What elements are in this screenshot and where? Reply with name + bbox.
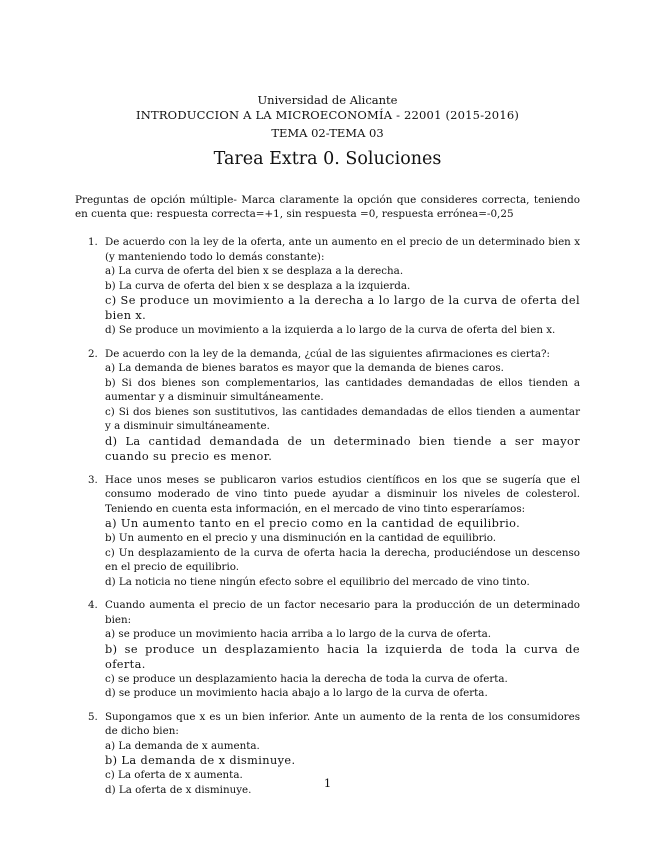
option-b: b) La curva de oferta del bien x se desplaza a la izquierda. (105, 279, 411, 292)
question-stem: Supongamos que x es un bien inferior. Ante un aumento de la renta de los consumidores de dicho bien: (105, 710, 580, 737)
instructions-paragraph: Preguntas de opción múltiple- Marca claramente la opción que consideres correcta, teniendo en cuenta que: respuesta correcta=+1, sin respuesta =0, respuesta errónea=-0,25 (75, 194, 580, 220)
option-a: a) La curva de oferta del bien x se desplaza a la derecha. (105, 265, 404, 277)
option-c: c) Un desplazamiento de la curva de oferta hacia la derecha, produciéndose un descenso en el precio de equilibrio. (105, 546, 580, 573)
option-d: d) Se produce un movimiento a la izquierda a lo largo de la curva de oferta del bien x. (105, 324, 556, 336)
question-number: 2. (88, 347, 98, 360)
question-stem: De acuerdo con la ley de la demanda, ¿cúal de las siguientes afirmaciones es cierta?: (105, 347, 550, 360)
question-number: 4. (88, 599, 98, 611)
question-1 (88, 235, 580, 338)
question-4 (88, 598, 580, 701)
option-c-correct: c) Se produce un movimiento a la derecha a lo largo de la curva de oferta del bien x. (105, 294, 580, 322)
question-number: 1. (88, 236, 98, 248)
question-number: 5. (88, 710, 98, 723)
option-a: a) se produce un movimiento hacia arriba a lo largo de la curva de oferta. (105, 628, 492, 640)
question-stem: De acuerdo con la ley de la oferta, ante un aumento en el precio de un determinado bien x (y manteniendo todo lo demás constante): (105, 236, 580, 263)
option-b-correct: b) La demanda de x disminuye. (105, 754, 296, 767)
option-d: d) La noticia no tiene ningún efecto sobre el equilibrio del mercado de vino tinto. (105, 575, 530, 588)
option-a-correct: a) Un aumento tanto en el precio como en la cantidad de equilibrio. (105, 517, 521, 530)
option-c: c) Si dos bienes son sustitutivos, las cantidades demandadas de ellos tienden a aumentar y a disminuir simultáneamente. (105, 405, 580, 432)
topic-line: TEMA 02-TEMA 03 (271, 126, 384, 140)
question-list (88, 235, 580, 806)
question-stem: Cuando aumenta el precio de un factor necesario para la producción de un determinado bien: (105, 599, 580, 626)
option-d-correct: d) La cantidad demandada de un determinado bien tiende a ser mayor cuando su precio es menor. (105, 434, 580, 463)
page-number: 1 (323, 776, 332, 790)
option-a: a) La demanda de bienes baratos es mayor que la demanda de bienes caros. (105, 362, 504, 374)
option-b: b) Si dos bienes son complementarios, las cantidades demandadas de ellos tienden a aumentar y a disminuir simultáneamente. (105, 376, 580, 403)
question-number: 3. (88, 473, 98, 486)
option-c: c) se produce un desplazamiento hacia la derecha de toda la curva de oferta. (105, 672, 508, 685)
option-b-correct: b) se produce un desplazamiento hacia la izquierda de toda la curva de oferta. (105, 642, 580, 671)
question-stem: Hace unos meses se publicaron varios estudios científicos en los que se sugería que el consumo moderado de vino tinto puede ayudar a disminuir los niveles de colesterol. Teniendo en cuenta esta información, en el mercado de vino tinto esperaríamos: (105, 473, 580, 515)
question-3 (88, 473, 580, 590)
question-2 (88, 347, 580, 464)
document-title: Tarea Extra 0. Soluciones (213, 149, 442, 169)
course-title: INTRODUCCION A LA MICROECONOMÍA - 22001 (2015-2016) (135, 108, 520, 122)
university-name: Universidad de Alicante (257, 93, 398, 107)
option-c: c) La oferta de x aumenta. (105, 769, 243, 781)
option-a: a) La demanda de x aumenta. (105, 739, 260, 752)
option-d: d) La oferta de x disminuye. (105, 783, 252, 796)
option-b: b) Un aumento en el precio y una disminución en la cantidad de equilibrio. (105, 532, 497, 544)
option-d: d) se produce un movimiento hacia abajo a lo largo de la curva de oferta. (105, 687, 488, 699)
